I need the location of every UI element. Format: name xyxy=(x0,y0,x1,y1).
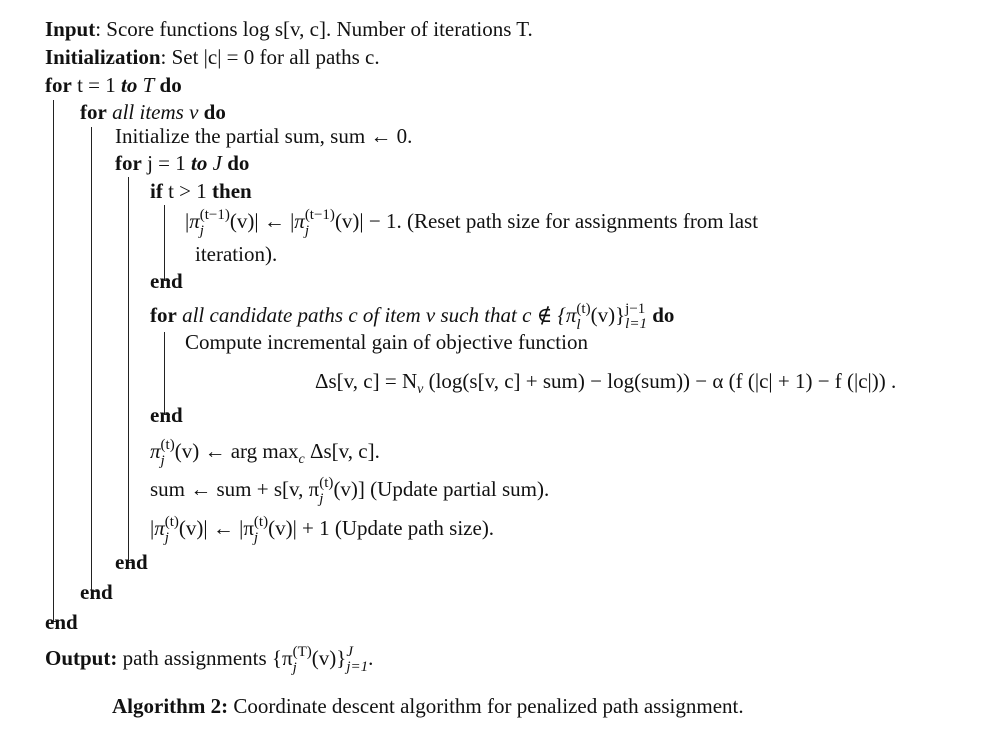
end-for-j: end xyxy=(115,550,148,574)
block-bar-for-j xyxy=(128,177,129,562)
block-bar-for-candidates xyxy=(164,332,165,414)
block-bar-for-items xyxy=(91,127,92,591)
size-update-line: |π (t) j (v)| ← |π (t) j (v)| + 1 (Update path size). xyxy=(150,513,495,546)
algorithm-caption: Algorithm 2: Coordinate descent algorithm for penalized path assignment. xyxy=(112,694,744,718)
reset-size-line: |π (t−1) j (v)| ← |π (t−1) j (v)| − 1. (Reset path size for assignments from last xyxy=(185,206,759,239)
cand-limits: j−1 l=1 xyxy=(625,301,647,333)
for-j-line: for j = 1 to J do xyxy=(115,151,250,175)
reset-size-cont-line: iteration). xyxy=(195,242,278,266)
sum-pi-scripts: (t) j xyxy=(319,474,334,507)
reset-pi-scripts: (t−1) j xyxy=(199,206,230,239)
size-pi-scripts: (t) j xyxy=(164,513,179,546)
end-for-t: end xyxy=(45,610,78,634)
output-pi-scripts: (T) j xyxy=(292,643,312,676)
init-sum-line: Initialize the partial sum, sum ← 0. xyxy=(115,124,413,148)
if-line: if t > 1 then xyxy=(150,179,252,203)
size-pi2-scripts: (t) j xyxy=(253,513,269,546)
for-candidates-line: for all candidate paths c of item v such that c ∉ {π (t) l (v)} j−1 l=1 do xyxy=(150,300,675,333)
gain-formula: Δs[v, $c] = N_v$ (log(s[v, c] + sum) − log(sum)) − α (f (|c| + 1) − f (|c|)) . xyxy=(315,369,897,398)
gain-line: Compute incremental gain of objective function xyxy=(185,330,588,354)
argmax-pi-scripts: (t) j xyxy=(160,436,175,469)
end-if: end xyxy=(150,269,183,293)
block-bar-for-t xyxy=(53,100,54,621)
input-line: Input: Score functions log s[v, c]. Number of iterations T. xyxy=(45,17,533,41)
initialization-line: Initialization: Set |c| = 0 for all paths c. xyxy=(45,45,380,69)
argmax-line: π (t) j (v) ← arg $\max_c \Delta s[v$, c]. xyxy=(150,436,380,469)
end-for-items: end xyxy=(80,580,113,604)
sum-update-line: sum ← sum + s[v, π (t) j (v)] (Update partial sum). xyxy=(150,474,550,507)
end-candidates: end xyxy=(150,403,183,427)
for-t-line: for t = 1 to T do xyxy=(45,73,182,97)
for-items-line: for all items v do xyxy=(80,100,226,124)
cand-pi-scripts: (t) l xyxy=(576,300,591,333)
output-limits: J j=1 xyxy=(346,644,369,676)
output-line: Output: path assignments {π (T) j (v)} J j=1 . xyxy=(45,643,374,676)
reset-pi2-scripts: (t−1) j xyxy=(304,206,335,239)
